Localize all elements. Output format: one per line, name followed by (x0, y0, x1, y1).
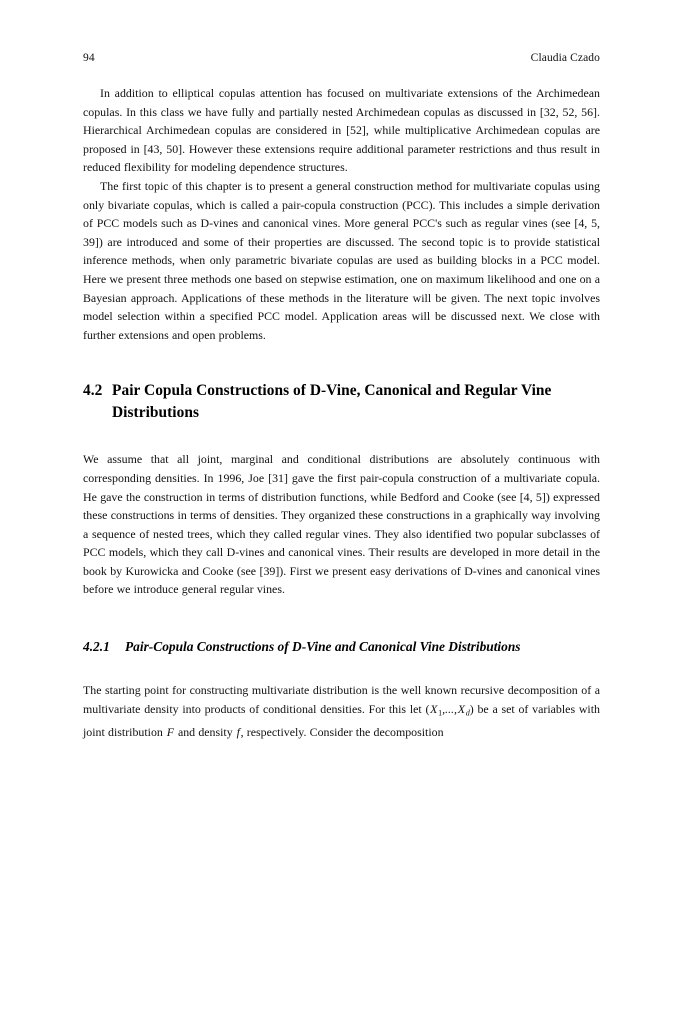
spacer-after-subsection-heading (83, 657, 600, 681)
subsection-title: Pair-Copula Constructions of D-Vine and Canonical Vine Distributions (125, 639, 521, 655)
spacer-before-section-heading (83, 344, 600, 380)
section-number: 4.2 (83, 382, 103, 400)
paragraph-4-text-middle-1: ) be a set of variables with joint distribution (83, 701, 600, 739)
running-head-author: Claudia Czado (530, 52, 600, 64)
running-head (83, 50, 600, 66)
spacer-after-section-heading (83, 424, 600, 450)
spacer-before-subsection-heading (83, 599, 600, 637)
paragraph-1: In addition to elliptical copulas attention has focused on multivariate extensions of the Archimedean copulas. In this class we have fully and partially nested Archimedean copulas as discussed in [32, 52, 56]. Hierarchical Archimedean copulas are considered in [52], while multiplicative Archimedean copulas are proposed in [43, 50]. However these extensions require additional parameter restrictions and thus result in reduced flexibility for modeling dependence structures. (83, 86, 600, 175)
math-ellipsis: ,..., (442, 701, 458, 716)
paragraph-4-text-end: , respectively. Consider the decomposition (240, 724, 444, 739)
page-number: 94 (83, 52, 95, 64)
math-variable-F: F (166, 724, 175, 739)
math-variable-xd: $X_d$ (457, 701, 470, 717)
section-title: Pair Copula Constructions of D-Vine, Canonical and Regular Vine Distributions (112, 382, 552, 422)
section-heading-4-2 (83, 380, 600, 424)
math-variable-f: f (236, 724, 240, 739)
text-column (83, 84, 600, 741)
math-variable-x1: $X_1$ (430, 701, 443, 717)
subsection-heading-4-2-1 (83, 637, 600, 657)
paragraph-4-text-middle-2: and density (174, 724, 236, 739)
paragraph-2: The first topic of this chapter is to present a general construction method for multivariate copulas using only bivariate copulas, which is called a pair-copula construction (PCC). This includes a simple derivation of PCC models such as D-vines and canonical vines. More general PCC's such as regular vines (see [4, 5, 39]) are introduced and some of their properties are discussed. The second topic is to provide statistical inference methods, when only parametric bivariate copulas are used as building blocks in a PCC model. Here we present three methods one based on stepwise estimation, one on maximum likelihood and one on a Bayesian approach. Applications of these methods in the literature will be given. The next topic involves model selection within a specified PCC model. Application areas will be discussed next. We close with further extensions and open problems. (83, 178, 600, 342)
paragraph-4-text-start: The starting point for constructing multivariate distribution is the well known recursive decomposition of a multivariate density into products of conditional densities. For this let ( (83, 683, 600, 716)
paragraph-3: We assume that all joint, marginal and conditional distributions are absolutely continuous with corresponding densities. In 1996, Joe [31] gave the first pair-copula construction of a multivariate copula. He gave the construction in terms of distribution functions, while Bedford and Cooke (see [4, 5]) expressed these constructions in terms of densities. They organized these constructions in a graphically way involving a sequence of nested trees, which they called regular vines. They also identified two popular subclasses of PCC models, which they call D-vines and canonical vines. Their results are developed in more detail in the book by Kurowicka and Cooke (see [39]). First we present easy derivations of D-vines and canonical vines before we introduce general regular vines. (83, 452, 600, 597)
subsection-number: 4.2.1 (83, 639, 110, 655)
paragraph-4 (83, 681, 600, 741)
